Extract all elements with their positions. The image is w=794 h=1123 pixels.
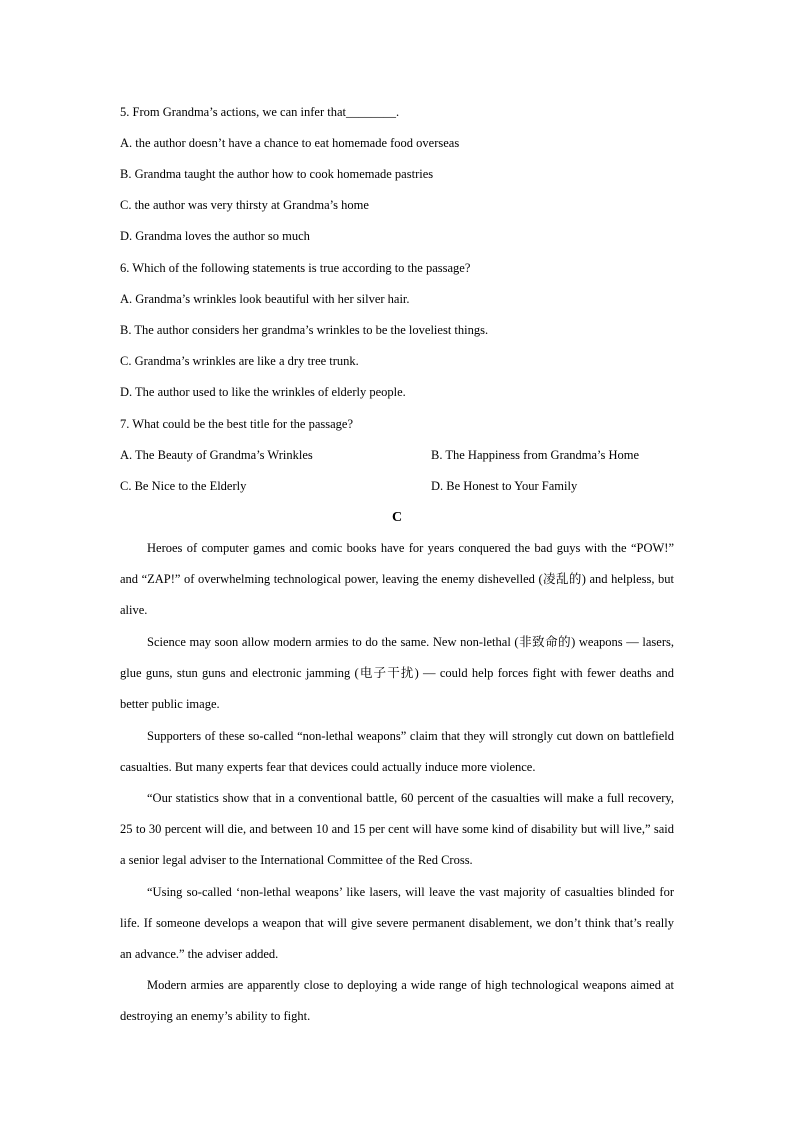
passage-paragraph: Science may soon allow modern armies to do the same. New non-lethal (非致命的) weapons — lasers, glue guns, stun guns and electronic jamming (电子干扰) — could help forces fight with fewer deaths and better public image. bbox=[120, 635, 674, 712]
question-6-option-a: A. Grandma’s wrinkles look beautiful with her silver hair. bbox=[120, 292, 410, 306]
passage-paragraph: “Using so-called ‘non-lethal weapons’ like lasers, will leave the vast majority of casualties blinded for life. If someone develops a weapon that will give severe permanent disablement, we don’t think that’s really an advance.” the adviser added. bbox=[120, 885, 674, 962]
question-6-option-b: B. The author considers her grandma’s wrinkles to be the loveliest things. bbox=[120, 323, 489, 337]
question-5-option-c: C. the author was very thirsty at Grandma’s home bbox=[120, 198, 369, 212]
question-5-option-d: D. Grandma loves the author so much bbox=[120, 229, 310, 243]
question-6-option-d: D. The author used to like the wrinkles of elderly people. bbox=[120, 385, 406, 399]
question-7-option-a: A. The Beauty of Grandma’s Wrinkles bbox=[120, 448, 313, 462]
question-6-option-c: C. Grandma’s wrinkles are like a dry tree trunk. bbox=[120, 354, 359, 368]
question-7-option-d: D. Be Honest to Your Family bbox=[431, 479, 578, 493]
passage-paragraph: Supporters of these so-called “non-lethal weapons” claim that they will strongly cut down on battlefield casualties. But many experts fear that devices could actually induce more violence. bbox=[120, 729, 674, 775]
passage-paragraph: Heroes of computer games and comic books have for years conquered the bad guys with the “POW!” and “ZAP!” of overwhelming technological power, leaving the enemy dishevelled (凌乱的) and helpless, but alive. bbox=[120, 541, 674, 618]
passage-paragraph: “Our statistics show that in a conventional battle, 60 percent of the casualties will make a full recovery, 25 to 30 percent will die, and between 10 and 15 per cent will have some kind of disability but will live,” said a senior legal adviser to the International Committee of the Red Cross. bbox=[120, 791, 674, 868]
question-6-stem: 6. Which of the following statements is true according to the passage? bbox=[120, 261, 471, 275]
passage-paragraph: Modern armies are apparently close to deploying a wide range of high technological weapons aimed at destroying an enemy’s ability to fight. bbox=[120, 978, 674, 1024]
question-7-option-c: C. Be Nice to the Elderly bbox=[120, 479, 247, 493]
section-heading: C bbox=[391, 510, 403, 525]
question-7-option-b: B. The Happiness from Grandma’s Home bbox=[431, 448, 640, 462]
question-5-stem: 5. From Grandma’s actions, we can infer that________. bbox=[120, 105, 400, 119]
question-5-option-b: B. Grandma taught the author how to cook homemade pastries bbox=[120, 167, 434, 181]
question-5-option-a: A. the author doesn’t have a chance to eat homemade food overseas bbox=[120, 136, 460, 150]
question-7-stem: 7. What could be the best title for the passage? bbox=[120, 417, 354, 431]
